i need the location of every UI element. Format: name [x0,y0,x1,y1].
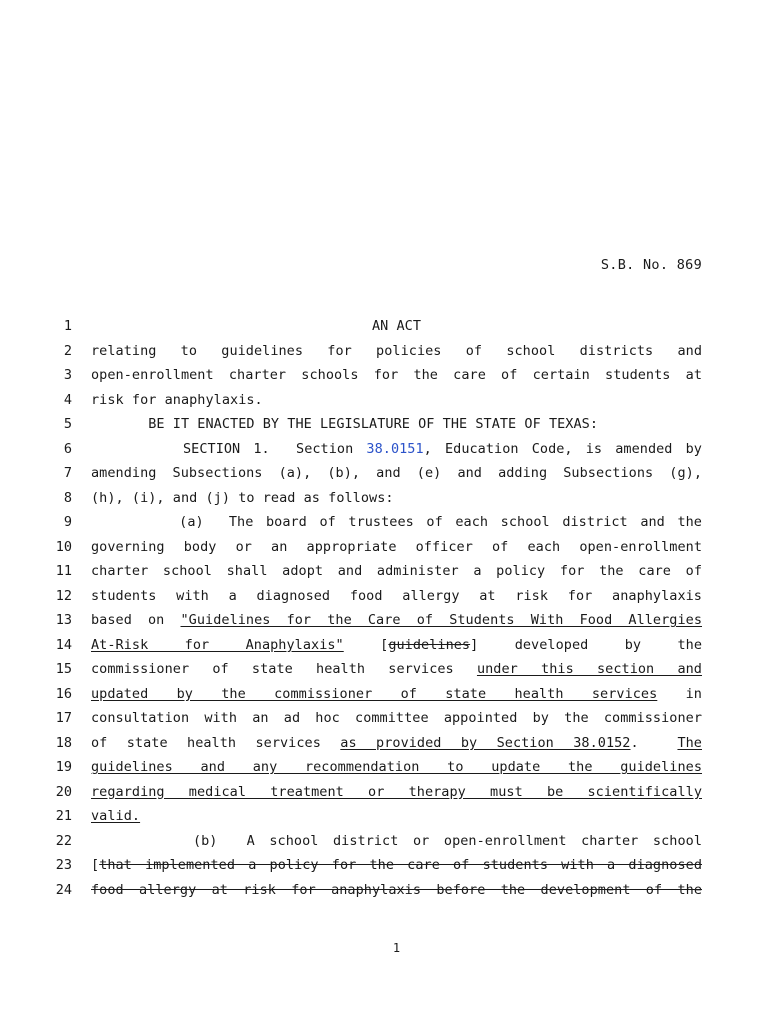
line-text [91,441,702,458]
line-number: 9 [63,514,72,530]
line-text [91,367,702,384]
bill-line [0,490,770,515]
line-text [91,686,702,703]
inserted-text: At-Risk for Anaphylaxis" [91,636,344,653]
deleted-text: guidelines [388,636,471,653]
bill-line [0,318,770,343]
line-text [91,857,702,874]
text-run: ] developed by the [470,636,703,653]
line-number: 3 [63,367,72,383]
line-number: 17 [55,710,72,726]
line-number: 18 [55,734,72,751]
line-text [91,416,702,433]
line-number: 15 [55,661,72,677]
inserted-text: The [677,734,702,751]
line-number: 5 [63,416,72,432]
line-number: 10 [55,538,72,555]
text-run: , Education Code, is amended by [423,440,702,457]
line-number: 13 [55,612,72,628]
text-run: charter school shall adopt and administer a policy for the care of [91,563,702,579]
bill-line [0,416,770,441]
bill-line [0,857,770,882]
text-run: (b) A school district or open-enrollment charter school [91,832,702,849]
line-text [91,563,702,580]
bill-line [0,637,770,662]
text-run: risk for anaphylaxis. [91,391,263,408]
line-text [91,661,702,678]
line-text [91,588,702,605]
line-text [91,514,702,531]
line-number: 16 [55,685,72,702]
text-run: students with a diagnosed food allergy at risk for anaphylaxis [91,587,702,604]
page-number: 1 [392,941,401,955]
line-number: 2 [63,342,72,359]
line-number: 24 [55,881,72,898]
bill-line [0,661,770,686]
line-number: 20 [55,783,72,800]
line-number: 11 [55,563,72,579]
text-run: [ [91,857,100,873]
line-text [91,343,702,360]
line-number: 4 [63,391,72,408]
bill-line [0,465,770,490]
bill-line [0,882,770,907]
line-number: 8 [63,489,72,506]
inserted-text: "Guidelines for the Care of Students With Food Allergies [180,612,702,628]
line-number: 14 [55,636,72,653]
text-run: open-enrollment charter schools for the care of certain students at [91,367,702,383]
inserted-text: updated by the commissioner of state health services [91,685,658,702]
line-text [91,710,702,727]
line-number: 7 [63,465,72,481]
text-run: in [657,685,702,702]
line-text [91,833,702,850]
bill-text [0,318,770,906]
bill-line [0,343,770,368]
bill-line [0,784,770,809]
line-text [91,882,702,899]
line-number: 12 [55,587,72,604]
bill-line [0,514,770,539]
line-text [91,612,702,629]
text-run: (h), (i), and (j) to read as follows: [91,489,394,506]
text-run: based on [91,612,181,628]
inserted-text: under this section and [476,661,702,677]
line-number: 23 [55,857,72,873]
line-text [91,539,702,556]
bill-number: S.B. No. 869 [600,257,702,273]
bill-line [0,441,770,466]
line-number: 1 [63,318,72,334]
inserted-text: regarding medical treatment or therapy must be scientifically [91,783,702,800]
bill-line [0,833,770,858]
text-run: SECTION 1. Section [91,440,367,457]
bill-line [0,367,770,392]
bill-line [0,686,770,711]
text-run: . [630,734,678,751]
text-run: of state health services [91,734,341,751]
bill-line [0,392,770,417]
line-text [91,808,702,825]
bill-line [0,710,770,735]
text-run: [ [343,636,389,653]
text-run: commissioner of state health services [91,661,477,677]
line-text [91,637,702,654]
line-number: 21 [55,808,72,824]
text-run: BE IT ENACTED BY THE LEGISLATURE OF THE STATE OF TEXAS: [91,416,599,432]
line-number: 6 [63,440,72,457]
line-text [91,465,702,482]
bill-line [0,563,770,588]
text-run: amending Subsections (a), (b), and (e) and adding Subsections (g), [91,465,702,481]
bill-line [0,759,770,784]
line-text [91,759,702,776]
text-run: relating to guidelines for policies of school districts and [91,342,702,359]
line-number: 22 [55,832,72,849]
section-link[interactable]: 38.0151 [366,440,424,457]
line-text [91,784,702,801]
line-text [91,735,702,752]
bill-line [0,588,770,613]
bill-line [0,735,770,760]
text-run: (a) The board of trustees of each school district and the [91,514,702,530]
bill-line [0,808,770,833]
bill-line [0,539,770,564]
inserted-text: guidelines and any recommendation to update the guidelines [91,759,702,775]
deleted-text: food allergy at risk for anaphylaxis before the development of the [91,881,702,898]
inserted-text: as provided by Section 38.0152 [340,734,631,751]
line-text [91,490,702,507]
line-text [91,392,702,409]
line-text [91,318,702,335]
text-run: AN ACT [371,318,422,334]
text-run: governing body or an appropriate officer of each open-enrollment [91,538,702,555]
inserted-text: valid. [91,808,141,824]
deleted-text: that implemented a policy for the care of students with a diagnosed [99,857,702,873]
line-number: 19 [55,759,72,775]
bill-line [0,612,770,637]
text-run: consultation with an ad hoc committee appointed by the commissioner [91,710,702,726]
